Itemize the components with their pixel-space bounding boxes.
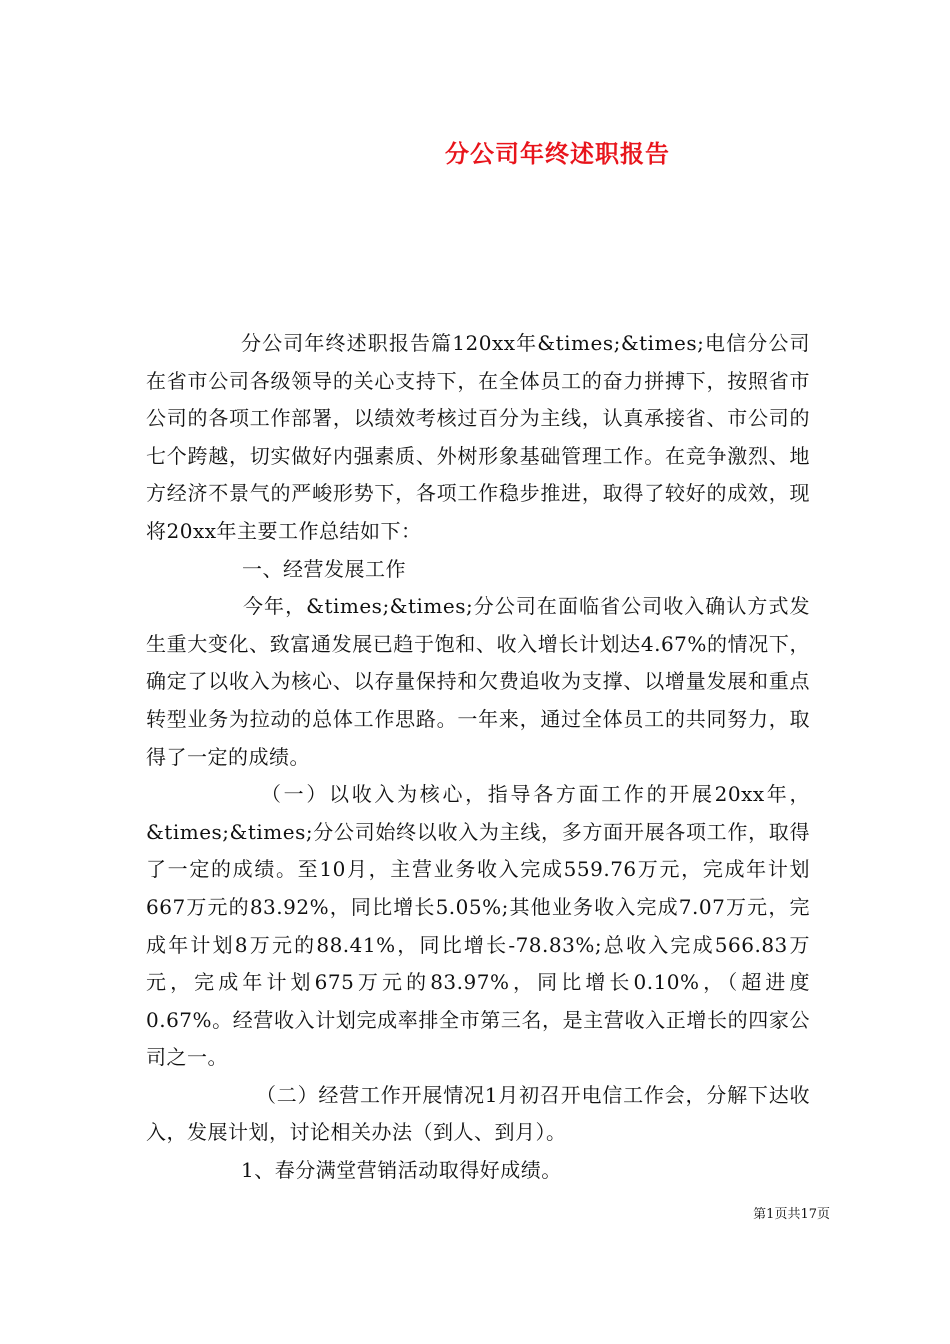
section-heading: 一、经营发展工作 [242, 556, 406, 581]
document-body [146, 325, 810, 1190]
paragraph-item-1: 1、春分满堂营销活动取得好成绩。 [241, 1158, 562, 1183]
page-title: 分公司年终述职报告 [445, 139, 670, 168]
paragraph-operations: （二）经营工作开展情况1月初召开电信工作会，分解下达收入，发展计划，讨论相关办法（到人、到月）。 [146, 1082, 810, 1145]
paragraph-revenue: （一）以收入为核心，指导各方面工作的开展20xx年，&times;&times;分公司始终以收入为主线，多方面开展各项工作，取得了一定的成绩。至10月，主营业务收入完成559.76万元，完成年计划667万元的83.92%，同比增长5.05%;其他业务收入完成7.07万元，完成年计划8万元的88.41%，同比增长-78.83%;总收入完成566.83万元，完成年计划675万元的83.97%，同比增长0.10%，（超进度0.67%。经营收入计划完成率排全市第三名，是主营收入正增长的四家公司之一。 [146, 782, 810, 1070]
paragraph-overview: 今年，&times;&times;分公司在面临省公司收入确认方式发生重大变化、致富通发展已趋于饱和、收入增长计划达4.67%的情况下，确定了以收入为核心、以存量保持和欠费追收为支撑、以增量发展和重点转型业务为拉动的总体工作思路。一年来，通过全体员工的共同努力，取得了一定的成绩。 [146, 594, 810, 769]
paragraph-intro: 分公司年终述职报告篇120xx年&times;&times;电信分公司在省市公司各级领导的关心支持下，在全体员工的奋力拼搏下，按照省市公司的各项工作部署，以绩效考核过百分为主线，认真承接省、市公司的七个跨越，切实做好内强素质、外树形象基础管理工作。在竞争激烈、地方经济不景气的严峻形势下，各项工作稳步推进，取得了较好的成效，现将20xx年主要工作总结如下： [146, 331, 810, 543]
page-number-footer: 第1页共17页 [753, 1207, 830, 1222]
